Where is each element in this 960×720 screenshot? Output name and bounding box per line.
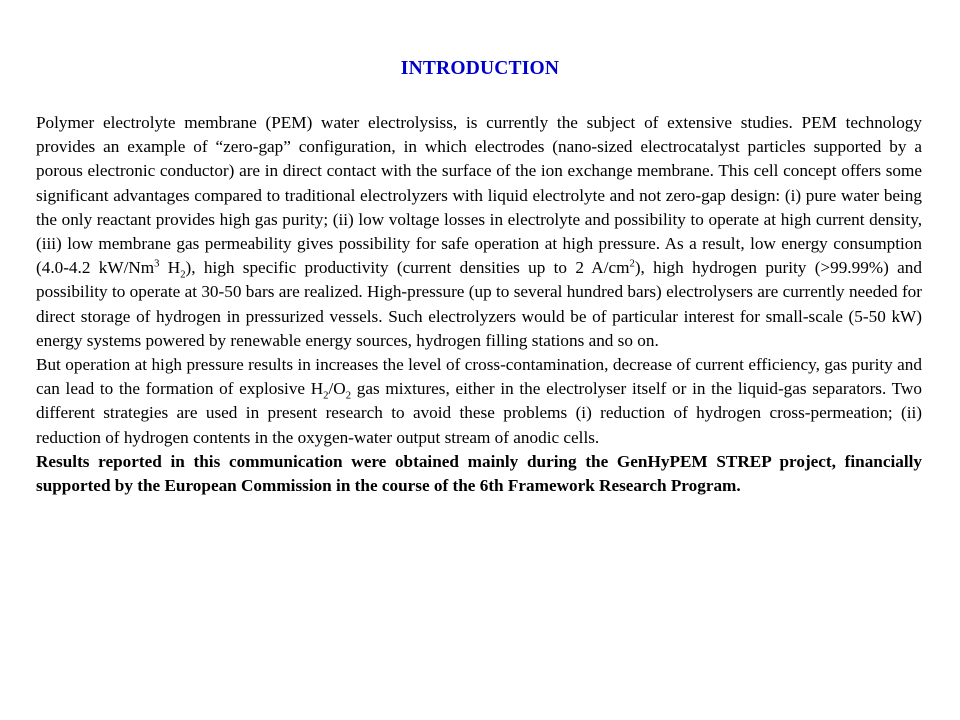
subscript-h2: 2 (180, 269, 186, 281)
paragraph-problems (36, 353, 922, 450)
paragraph-advantages-text-1: Polymer electrolyte membrane (PEM) water electrolysiss, is currently the subject of extensive studies. PEM technology provides an example of “zero-gap” configuration, in which electrodes (nano-sized electrocatalyst particles supported by a porous electronic conductor) are in direct contact with the surface of the ion exchange membrane. This cell concept offers some significant advantages compared to traditional electrolyzers with liquid electrolyte and not zero-gap design: (i) pure water being the only reactant provides high gas purity; (ii) low voltage losses in electrolyte and possibility to operate at high current density, (iii) low membrane gas permeability gives possibility for safe operation at high pressure. As a result, low energy consumption (4.0-4.2 kW/Nm (36, 113, 922, 278)
paragraph-problems-text-2: /O (328, 379, 346, 399)
paragraph-advantages-text-2: H (159, 258, 181, 278)
superscript-cm2: 2 (629, 258, 635, 270)
slide-title: INTRODUCTION (400, 58, 560, 79)
paragraph-advantages-text-4: ), high hydrogen purity (>99.99%) and possibility to operate at 30-50 bars are realized. High-pressure (up to several hundred bars) electrolysers are currently needed for direct storage of hydrogen in pressurized vessels. Such electrolyzers would be of particular interest for small-scale (5-50 kW) energy systems powered by renewable energy sources, hydrogen filling stations and so on. (36, 258, 922, 350)
superscript-nm3: 3 (154, 258, 160, 270)
subscript-h2-mixture: 2 (323, 390, 329, 402)
paragraph-problems-text-1: But operation at high pressure results in increases the level of cross-contamination, decrease of current efficiency, gas purity and can lead to the formation of explosive H (36, 355, 922, 399)
paragraph-advantages-text-3: ), high specific productivity (current densities up to 2 A/cm (185, 258, 630, 278)
paragraph-acknowledgement: Results reported in this communication were obtained mainly during the GenHyPEM STREP project, financially supported by the European Commission in the course of the 6th Framework Research Program. (36, 451, 922, 496)
paragraph-problems-text-3: gas mixtures, either in the electrolyser itself or in the liquid-gas separators. Two different strategies are used in present research to avoid these problems (i) reduction of hydrogen cross-permeation; (ii) reduction of hydrogen contents in the oxygen-water output stream of anodic cells. (36, 379, 922, 447)
subscript-o2-mixture: 2 (345, 390, 352, 402)
slide-body (36, 111, 922, 498)
paragraph-advantages (36, 111, 922, 353)
